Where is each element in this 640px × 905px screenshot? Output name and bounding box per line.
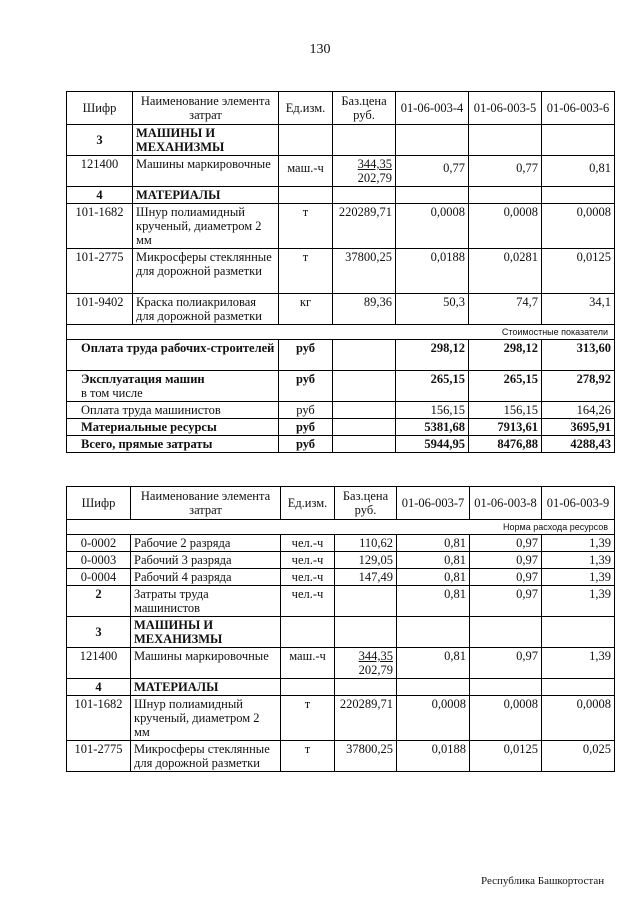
section-title: МАШИНЫ И МЕХАНИЗМЫ — [131, 617, 281, 648]
section-row — [67, 125, 615, 156]
row-unit: чел.-ч — [281, 569, 335, 586]
row-value: 0,0188 — [397, 741, 470, 772]
row-code: 0-0003 — [67, 552, 131, 569]
row-price: 37800,25 — [335, 741, 397, 772]
table-row — [67, 156, 615, 187]
header-col-1: 01-06-003-7 — [397, 487, 470, 520]
cost-value: 8476,88 — [469, 436, 542, 453]
row-code: 0-0004 — [67, 569, 131, 586]
cost-value: 265,15 — [469, 371, 542, 402]
caption-row — [67, 520, 615, 535]
section-row — [67, 187, 615, 204]
caption-row — [67, 325, 615, 340]
table-row — [67, 204, 615, 249]
row-value: 0,97 — [470, 552, 542, 569]
row-code: 101-2775 — [67, 741, 131, 772]
table-row — [67, 741, 615, 772]
cost-unit: руб — [279, 371, 333, 402]
resource-table-2 — [66, 486, 615, 772]
cost-row — [67, 436, 615, 453]
row-value: 50,3 — [396, 294, 469, 325]
row-price: 129,05 — [335, 552, 397, 569]
cost-value: 156,15 — [396, 402, 469, 419]
row-value: 0,97 — [470, 586, 542, 617]
section-code: 4 — [67, 679, 131, 696]
row-price: 344,35 — [357, 157, 392, 171]
cost-unit: руб — [279, 402, 333, 419]
cost-value: 278,92 — [542, 371, 615, 402]
row-name: Шнур полиамидный крученый, диаметром 2 мм — [133, 204, 279, 249]
cost-value: 313,60 — [542, 340, 615, 371]
row-name: Рабочий 3 разряда — [131, 552, 281, 569]
table-row — [67, 586, 615, 617]
header-price: Баз.цена руб. — [333, 92, 396, 125]
row-unit: т — [281, 696, 335, 741]
cost-value: 265,15 — [396, 371, 469, 402]
row-value: 0,81 — [397, 586, 470, 617]
row-value: 0,81 — [397, 552, 470, 569]
cost-value: 164,26 — [542, 402, 615, 419]
row-price: 220289,71 — [335, 696, 397, 741]
table-row — [67, 696, 615, 741]
cost-row — [67, 402, 615, 419]
table-row — [67, 648, 615, 679]
row-price: 89,36 — [333, 294, 396, 325]
cost-note: в том числе — [81, 386, 143, 400]
row-value: 0,97 — [470, 535, 542, 552]
section-row — [67, 679, 615, 696]
row-value: 1,39 — [542, 535, 615, 552]
row-price: 220289,71 — [333, 204, 396, 249]
section-title: МАТЕРИАЛЫ — [131, 679, 281, 696]
cost-value: 4288,43 — [542, 436, 615, 453]
header-name: Наименование элемента затрат — [131, 487, 281, 520]
cost-caption: Стоимостные показатели — [67, 325, 615, 340]
row-value: 0,0281 — [469, 249, 542, 294]
row-name: Рабочие 2 разряда — [131, 535, 281, 552]
row-value: 0,77 — [396, 156, 469, 187]
cost-name: Материальные ресурсы — [67, 419, 279, 436]
header-unit: Ед.изм. — [279, 92, 333, 125]
cost-name: Всего, прямые затраты — [67, 436, 279, 453]
row-code: 121400 — [67, 156, 133, 187]
page-number: 130 — [309, 42, 331, 57]
section-title: МАШИНЫ И МЕХАНИЗМЫ — [133, 125, 279, 156]
row-price: 147,49 — [335, 569, 397, 586]
row-name: Затраты труда машинистов — [131, 586, 281, 617]
table-row — [67, 249, 615, 294]
cost-value: 3695,91 — [542, 419, 615, 436]
cost-value: 298,12 — [396, 340, 469, 371]
cost-value: 156,15 — [469, 402, 542, 419]
header-code: Шифр — [67, 92, 133, 125]
row-value: 0,0008 — [469, 204, 542, 249]
header-col-3: 01-06-003-6 — [542, 92, 615, 125]
header-col-2: 01-06-003-5 — [469, 92, 542, 125]
cost-name: Эксплуатация машин — [81, 372, 205, 386]
row-code: 101-9402 — [67, 294, 133, 325]
row-value: 0,81 — [542, 156, 615, 187]
footer-region-label: Республика Башкортостан — [481, 875, 605, 887]
header-unit: Ед.изм. — [281, 487, 335, 520]
row-value: 0,77 — [469, 156, 542, 187]
table-row — [67, 294, 615, 325]
cost-value: 7913,61 — [469, 419, 542, 436]
row-name: Шнур полиамидный крученый, диаметром 2 мм — [131, 696, 281, 741]
row-unit: т — [279, 204, 333, 249]
cost-row — [67, 340, 615, 371]
row-value: 1,39 — [542, 648, 615, 679]
row-code: 101-1682 — [67, 696, 131, 741]
section-code: 3 — [67, 617, 131, 648]
row-code: 2 — [67, 586, 131, 617]
row-unit: кг — [279, 294, 333, 325]
header-code: Шифр — [67, 487, 131, 520]
row-value: 0,0008 — [542, 696, 615, 741]
row-name: Рабочий 4 разряда — [131, 569, 281, 586]
cost-unit: руб — [279, 419, 333, 436]
row-name: Краска полиакриловая для дорожной разметки — [133, 294, 279, 325]
row-unit: маш.-ч — [281, 648, 335, 679]
row-value: 0,025 — [542, 741, 615, 772]
row-unit: маш.-ч — [279, 156, 333, 187]
row-unit: т — [281, 741, 335, 772]
row-value: 1,39 — [542, 552, 615, 569]
cost-value: 5944,95 — [396, 436, 469, 453]
row-value: 0,0008 — [470, 696, 542, 741]
row-value: 0,97 — [470, 648, 542, 679]
row-value: 0,0008 — [396, 204, 469, 249]
header-col-1: 01-06-003-4 — [396, 92, 469, 125]
row-name: Машины маркировочные — [133, 156, 279, 187]
row-price-2: 202,79 — [357, 171, 392, 185]
section-code: 4 — [67, 187, 133, 204]
row-price: 110,62 — [335, 535, 397, 552]
row-value: 1,39 — [542, 569, 615, 586]
cost-name: Оплата труда рабочих-строителей — [67, 340, 279, 371]
cost-row — [67, 371, 615, 402]
row-unit: чел.-ч — [281, 535, 335, 552]
header-price: Баз.цена руб. — [335, 487, 397, 520]
norm-caption: Норма расхода ресурсов — [67, 520, 615, 535]
row-value: 0,0008 — [542, 204, 615, 249]
table-header-row — [67, 487, 615, 520]
row-unit: т — [279, 249, 333, 294]
row-value: 0,0008 — [397, 696, 470, 741]
row-price: 37800,25 — [333, 249, 396, 294]
section-title: МАТЕРИАЛЫ — [133, 187, 279, 204]
table-row — [67, 552, 615, 569]
row-price-2: 202,79 — [358, 663, 393, 677]
row-code: 121400 — [67, 648, 131, 679]
row-name: Микросферы стеклянные для дорожной разметки — [133, 249, 279, 294]
table-row — [67, 535, 615, 552]
section-row — [67, 617, 615, 648]
header-name: Наименование элемента затрат — [133, 92, 279, 125]
row-name: Микросферы стеклянные для дорожной разметки — [131, 741, 281, 772]
header-col-3: 01-06-003-9 — [542, 487, 615, 520]
row-value: 0,97 — [470, 569, 542, 586]
row-value: 34,1 — [542, 294, 615, 325]
row-price: 344,35 — [358, 649, 393, 663]
row-value: 1,39 — [542, 586, 615, 617]
row-value: 0,81 — [397, 648, 470, 679]
section-code: 3 — [67, 125, 133, 156]
row-value: 0,81 — [397, 569, 470, 586]
cost-row — [67, 419, 615, 436]
row-code: 0-0002 — [67, 535, 131, 552]
row-code: 101-1682 — [67, 204, 133, 249]
row-unit: чел.-ч — [281, 552, 335, 569]
cost-unit: руб — [279, 436, 333, 453]
table-row — [67, 569, 615, 586]
header-col-2: 01-06-003-8 — [470, 487, 542, 520]
row-value: 74,7 — [469, 294, 542, 325]
row-unit: чел.-ч — [281, 586, 335, 617]
cost-name: Оплата труда машинистов — [67, 402, 279, 419]
resource-table-1 — [66, 91, 615, 453]
row-name: Машины маркировочные — [131, 648, 281, 679]
cost-unit: руб — [279, 340, 333, 371]
row-value: 0,0188 — [396, 249, 469, 294]
cost-value: 5381,68 — [396, 419, 469, 436]
cost-value: 298,12 — [469, 340, 542, 371]
table-header-row — [67, 92, 615, 125]
row-value: 0,81 — [397, 535, 470, 552]
row-code: 101-2775 — [67, 249, 133, 294]
row-value: 0,0125 — [470, 741, 542, 772]
row-value: 0,0125 — [542, 249, 615, 294]
